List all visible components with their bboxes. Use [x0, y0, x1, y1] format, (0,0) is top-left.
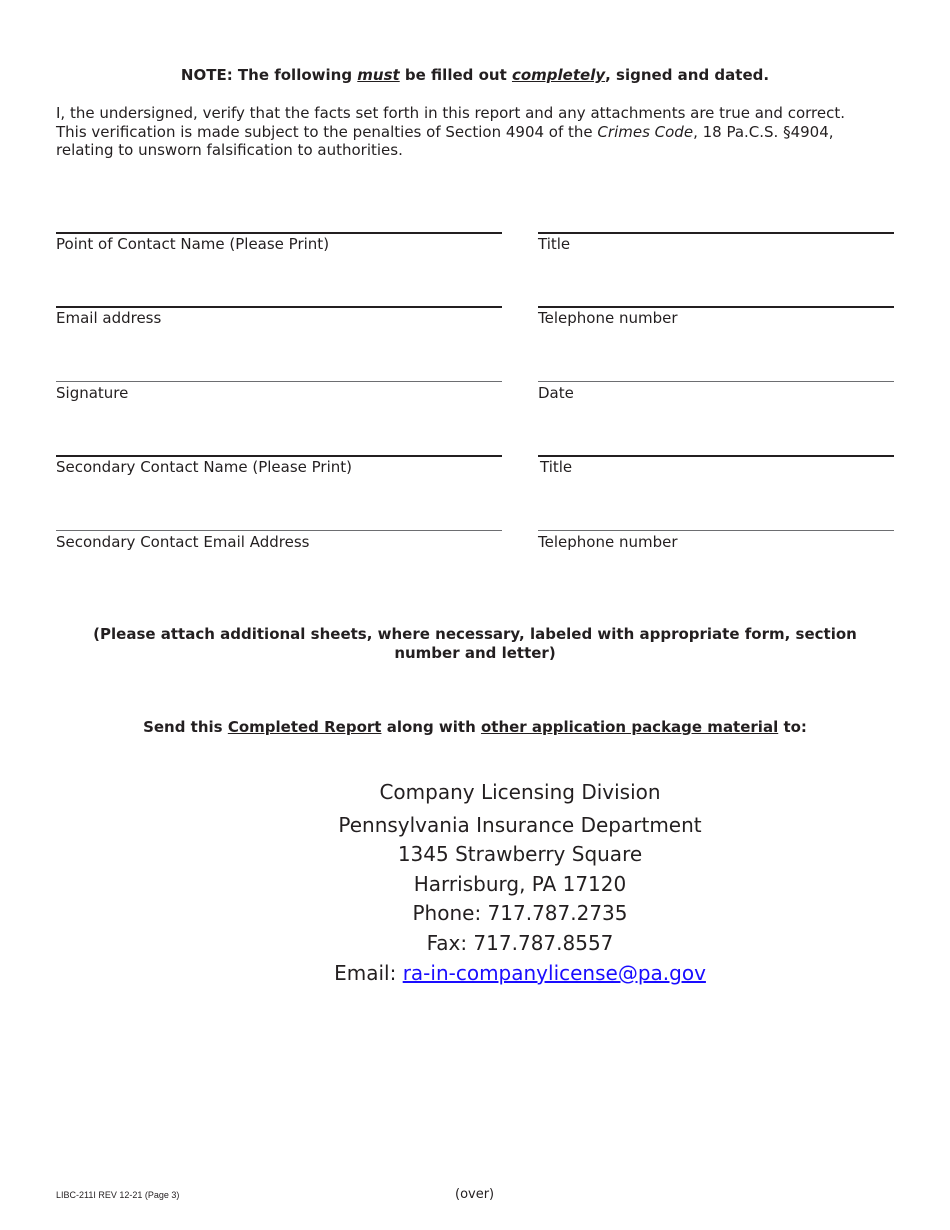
telephone-field-1[interactable]	[538, 306, 894, 346]
field-label: Secondary Contact Email Address	[56, 533, 310, 551]
field-label: Secondary Contact Name (Please Print)	[56, 458, 353, 476]
field-label: Telephone number	[538, 309, 678, 327]
signature-line	[538, 306, 894, 308]
telephone-field-2[interactable]	[538, 530, 894, 570]
email-field[interactable]	[56, 306, 502, 346]
signature-line	[56, 232, 502, 234]
completed-report-text: Completed Report	[227, 718, 382, 736]
signature-line	[538, 381, 894, 382]
field-label: Email address	[56, 309, 162, 327]
verification-statement: I, the undersigned, verify that the facts set forth in this report and any attachments are true and correct. This verification is made subject to the penalties of Section 4904 of the Crimes Code, 18 Pa.C.S. §4904, relating to unsworn falsification to authorities.	[56, 104, 846, 159]
email-link[interactable]: ra-in-companylicense@pa.gov	[402, 961, 706, 985]
field-label: Date	[538, 384, 574, 402]
field-label: Title	[540, 458, 573, 476]
note-heading: NOTE: The following must be filled out completely, signed and dated.	[180, 66, 770, 84]
address-department: Pennsylvania Insurance Department	[338, 813, 702, 837]
completely-emphasis: completely	[511, 66, 606, 84]
secondary-email-field[interactable]	[56, 530, 502, 570]
address-city: Harrisburg, PA 17120	[413, 872, 627, 896]
field-label: Point of Contact Name (Please Print)	[56, 235, 330, 253]
attach-note: (Please attach additional sheets, where necessary, labeled with appropriate form, section number and letter)	[93, 625, 857, 662]
date-field[interactable]	[538, 381, 894, 421]
address-email-line: Email: ra-in-companylicense@pa.gov	[334, 961, 706, 985]
signature-line	[56, 530, 502, 531]
address-street: 1345 Strawberry Square	[397, 842, 643, 866]
field-label: Signature	[56, 384, 129, 402]
address-division: Company Licensing Division	[379, 780, 661, 804]
application-material-text: other application package material	[480, 718, 779, 736]
signature-line	[538, 232, 894, 234]
address-fax: Fax: 717.787.8557	[426, 931, 614, 955]
signature-line	[56, 306, 502, 308]
form-code: LIBC-211I REV 12-21 (Page 3)	[56, 1190, 180, 1200]
secondary-name-field[interactable]	[56, 455, 502, 495]
signature-line	[56, 455, 502, 457]
field-label: Telephone number	[538, 533, 678, 551]
address-phone: Phone: 717.787.2735	[412, 901, 628, 925]
over-indicator: (over)	[455, 1187, 495, 1202]
crimes-code-title: Crimes Code	[597, 122, 694, 141]
signature-line	[538, 455, 894, 457]
poc-name-field[interactable]	[56, 232, 502, 272]
field-label: Title	[538, 235, 571, 253]
title-field-1[interactable]	[538, 232, 894, 272]
signature-line	[56, 381, 502, 382]
signature-line	[538, 530, 894, 531]
send-instructions: Send this Completed Report along with other application package material to:	[143, 718, 807, 736]
must-emphasis: must	[357, 66, 400, 84]
signature-field[interactable]	[56, 381, 502, 421]
title-field-2[interactable]	[538, 455, 894, 495]
